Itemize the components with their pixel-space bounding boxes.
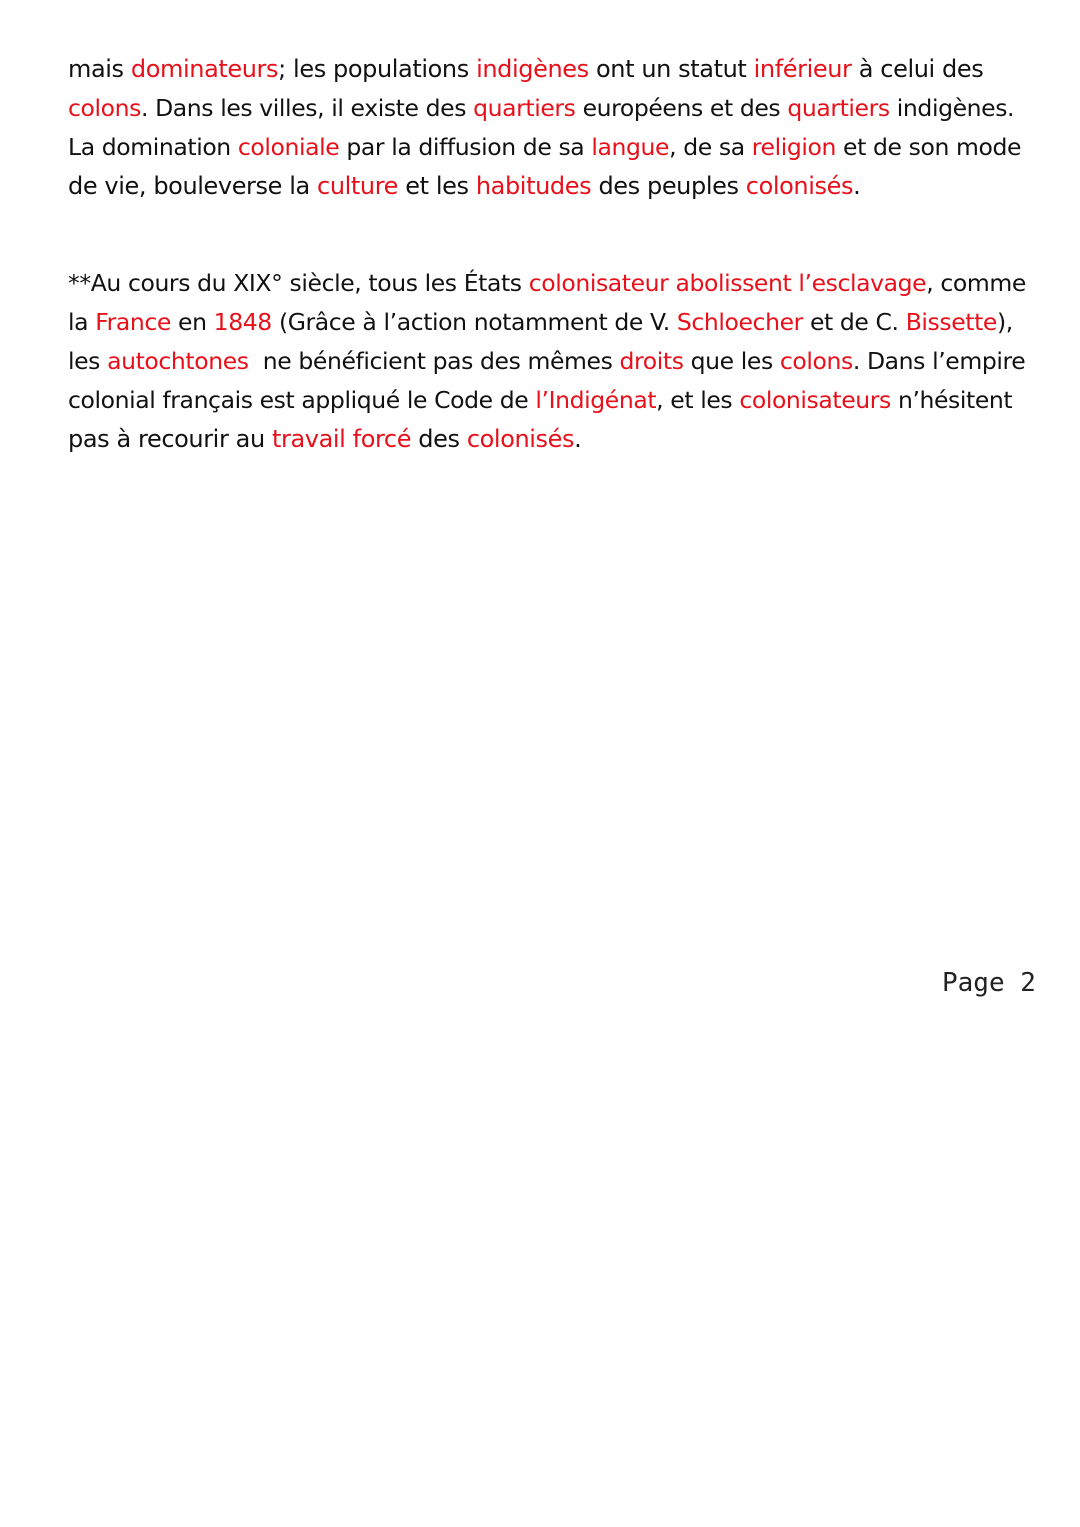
highlighted-term: colonisés — [745, 172, 854, 200]
text-segment: **Au cours du XIX° siècle, tous les États — [68, 269, 529, 297]
text-line — [68, 342, 1028, 381]
text-line — [68, 50, 1028, 89]
highlighted-term: Schloecher — [676, 308, 803, 336]
highlighted-term: droits — [619, 347, 684, 375]
highlighted-term: colons — [779, 347, 853, 375]
text-segment: et de son mode — [835, 133, 1022, 161]
text-segment: en — [170, 308, 214, 336]
highlighted-term: 1848 — [213, 308, 272, 336]
highlighted-term: travail forcé — [271, 425, 412, 453]
text-segment: ; les populations — [278, 55, 477, 83]
highlighted-term: l’Indigénat — [535, 386, 657, 414]
text-segment: La domination — [68, 133, 238, 161]
text-segment: . Dans les villes, il existe des — [140, 94, 474, 122]
text-segment: , de sa — [669, 133, 752, 161]
text-line — [68, 381, 1028, 420]
highlighted-term: coloniale — [237, 133, 340, 161]
text-segment: n’hésitent — [890, 386, 1013, 414]
text-segment: ), — [997, 308, 1013, 336]
text-segment: pas à recourir au — [68, 425, 272, 453]
highlighted-term: religion — [751, 133, 836, 161]
text-segment: à celui des — [851, 55, 984, 83]
text-line — [68, 264, 1028, 303]
paragraph-colonial-domination — [68, 50, 1028, 206]
highlighted-term: quartiers — [787, 94, 890, 122]
highlighted-term: dominateurs — [130, 55, 279, 83]
text-segment: et les — [398, 172, 476, 200]
text-line — [68, 128, 1028, 167]
highlighted-term: inférieur — [753, 55, 852, 83]
text-segment: la — [68, 308, 96, 336]
text-segment: indigènes. — [889, 94, 1015, 122]
text-line — [68, 167, 1028, 206]
text-segment: européens et des — [575, 94, 788, 122]
text-segment: les — [68, 347, 108, 375]
highlighted-term: quartiers — [473, 94, 576, 122]
text-segment: ont un statut — [588, 55, 754, 83]
text-segment: que les — [683, 347, 780, 375]
text-segment: , et les — [656, 386, 740, 414]
highlighted-term: Bissette — [905, 308, 997, 336]
text-segment: des peuples — [591, 172, 746, 200]
text-segment: ne bénéficient pas des mêmes — [248, 347, 620, 375]
highlighted-term: indigènes — [476, 55, 589, 83]
highlighted-term: France — [95, 308, 171, 336]
text-segment: , comme — [926, 269, 1026, 297]
text-segment: mais — [68, 55, 131, 83]
highlighted-term: culture — [317, 172, 399, 200]
highlighted-term: langue — [591, 133, 670, 161]
text-line — [68, 89, 1028, 128]
text-segment: colonial français est appliqué le Code de — [68, 386, 536, 414]
page-number: Page 2 — [942, 968, 1036, 998]
text-segment: . Dans l’empire — [852, 347, 1026, 375]
highlighted-term: colons — [68, 94, 141, 122]
text-segment: des — [411, 425, 467, 453]
text-segment: (Grâce à l’action notamment de V. — [271, 308, 677, 336]
text-line — [68, 303, 1028, 342]
text-segment: par la diffusion de sa — [339, 133, 592, 161]
highlighted-term: autochtones — [107, 347, 249, 375]
highlighted-term: colonisateurs — [739, 386, 891, 414]
text-segment: . — [574, 425, 582, 453]
text-segment: et de C. — [802, 308, 906, 336]
highlighted-term: colonisés — [466, 425, 575, 453]
paragraph-abolition-slavery — [68, 264, 1028, 459]
text-segment: de vie, bouleverse la — [68, 172, 318, 200]
text-line — [68, 420, 1028, 459]
highlighted-term: colonisateur abolissent l’esclavage — [528, 269, 927, 297]
text-segment: . — [853, 172, 861, 200]
highlighted-term: habitudes — [475, 172, 592, 200]
